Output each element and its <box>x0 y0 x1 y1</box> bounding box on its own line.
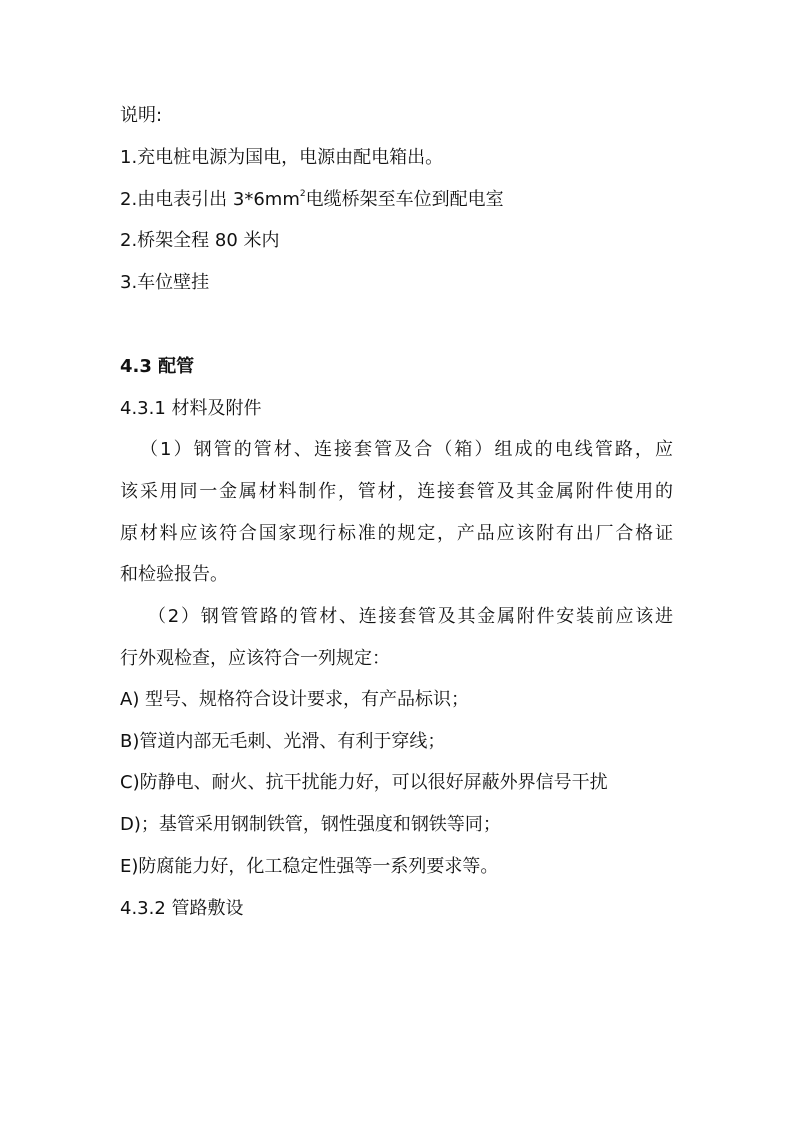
subsection-title-1: 4.3.1 材料及附件 <box>120 398 262 419</box>
paragraph-1-line-2: 该采用同一金属材料制作，管材，连接套管及其金属附件使用的 <box>120 481 673 502</box>
intro-item-3: 3.车位壁挂 <box>120 272 210 293</box>
intro-item-2: 2.桥架全程 80 米内 <box>120 230 280 251</box>
paragraph-1-line-1: （1）钢管的管材、连接套管及合（箱）组成的电线管路，应 <box>140 439 673 460</box>
cable-text-pre: 2.由电表引出 3*6mm <box>120 189 300 210</box>
intro-item-cable <box>120 188 504 212</box>
subsection-title-2: 4.3.2 管路敷设 <box>120 898 244 919</box>
list-item-d: D)；基管采用钢制铁管，钢性强度和钢铁等同； <box>120 814 501 835</box>
intro-item-1: 1.充电桩电源为国电，电源由配电箱出。 <box>120 147 444 168</box>
cable-text-post: 电缆桥架至车位到配电室 <box>305 189 504 210</box>
cable-superscript: 2 <box>299 189 306 199</box>
paragraph-2-line-1: （2）钢管管路的管材、连接套管及其金属附件安装前应该进 <box>148 606 673 627</box>
list-item-a: A) 型号、规格符合设计要求，有产品标识； <box>120 689 470 710</box>
paragraph-1-line-3: 原材料应该符合国家现行标准的规定，产品应该附有出厂合格证 <box>120 523 673 544</box>
paragraph-2-line-2: 行外观检查，应该符合一列规定： <box>120 648 390 669</box>
list-item-e: E)防腐能力好，化工稳定性强等一系列要求等。 <box>120 856 499 877</box>
intro-heading: 说明: <box>120 105 163 126</box>
section-title: 4.3 配管 <box>120 356 195 377</box>
paragraph-1-line-4: 和检验报告。 <box>120 564 228 585</box>
list-item-c: C)防静电、耐火、抗干扰能力好，可以很好屏蔽外界信号干扰 <box>120 772 608 793</box>
list-item-b: B)管道内部无毛刺、光滑、有利于穿线； <box>120 731 446 752</box>
